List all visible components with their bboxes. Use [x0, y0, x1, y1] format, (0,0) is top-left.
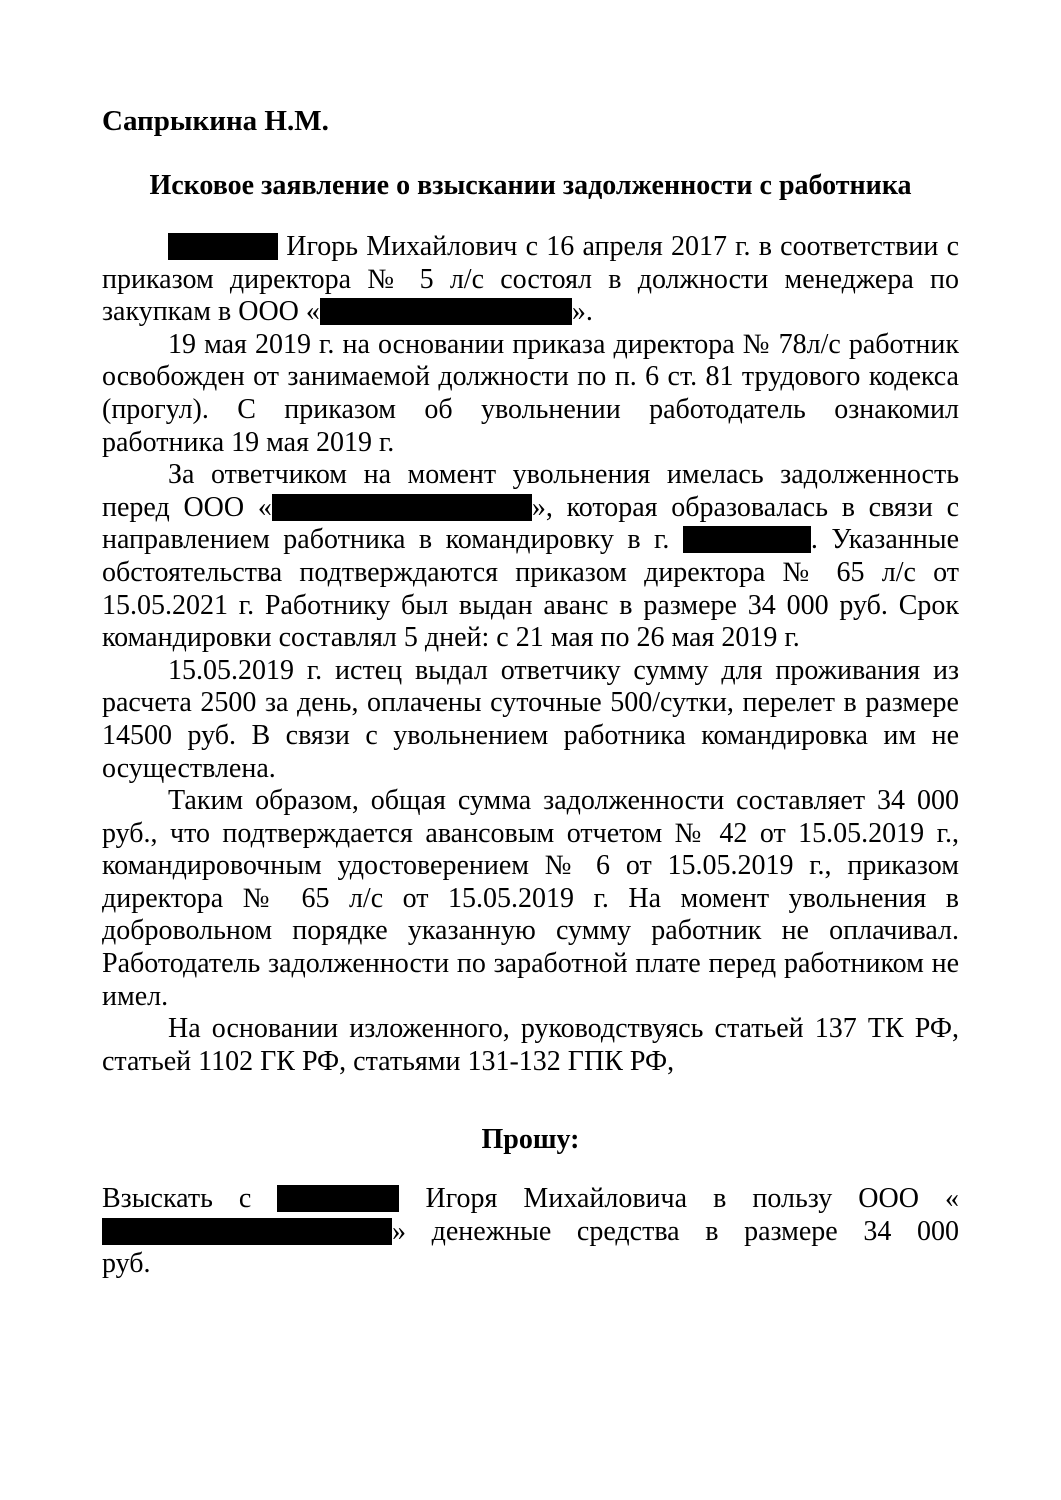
request-text-part: » денежные средства в размере 34 000 руб.: [102, 1215, 959, 1280]
request-text: [102, 1183, 959, 1281]
redaction-block: [320, 298, 572, 325]
redaction-block: [277, 1185, 399, 1212]
paragraph-text: За ответчиком на момент увольнения имелась задолженность перед ООО «: [102, 459, 959, 523]
paragraph-text: . Указанные обстоятельства подтверждаются приказом директора № 65 л/с от 15.05.2021 г. Работнику был выдан аванс в размере 34 000 руб. Срок командировки составлял 5 дней: с 21 мая по 26 мая 2019 г.: [102, 524, 960, 654]
request-section: [102, 1183, 959, 1281]
document-body: [102, 231, 959, 1078]
request-heading: Прошу:: [481, 1124, 580, 1155]
paragraph-text: Игорь Михайлович с 16 апреля 2017 г. в соответствии с приказом директора № 5 л/с состоял в должности менеджера по закупкам в ООО «: [102, 231, 959, 328]
document-title: Исковое заявление о взыскании задолженности с работника: [149, 170, 912, 201]
paragraph-total: Таким образом, общая сумма задолженности составляет 34 000 руб., что подтверждается авансовым отчетом № 42 от 15.05.2019 г., командировочным удостоверением № 6 от 15.05.2019 г., приказом директора № 65 л/с от 15.05.2019 г. На момент увольнения в добровольном порядке указанную сумму работник не оплачивал. Работодатель задолженности по заработной плате перед работником не имел.: [102, 785, 959, 1012]
redaction-block: [102, 1218, 392, 1245]
request-text-part: Взыскать с: [102, 1183, 252, 1214]
redaction-block: [683, 526, 811, 553]
paragraph-text: », которая образовалась в связи с направлением работника в командировку в г.: [102, 491, 960, 556]
paragraph-legal-basis: На основании изложенного, руководствуясь статьей 137 ТК РФ, статьей 1102 ГК РФ, статьями 131-132 ГПК РФ,: [102, 1013, 959, 1077]
author-name: Сапрыкина Н.М.: [102, 105, 329, 137]
redaction-block: [168, 233, 278, 260]
paragraph-debt: [102, 459, 959, 655]
paragraph-advance: 15.05.2019 г. истец выдал ответчику сумму для проживания из расчета 2500 за день, оплачены суточные 500/сутки, перелет в размере 14500 руб. В связи с увольнением работника командировка им не осуществлена.: [102, 654, 959, 784]
request-text-part: Игоря Михайловича в пользу ООО «: [425, 1183, 959, 1214]
redaction-block: [272, 494, 532, 521]
paragraph-employment: [102, 231, 959, 329]
paragraph-text: ».: [571, 296, 593, 328]
paragraph-dismissal: 19 мая 2019 г. на основании приказа директора № 78л/с работник освобожден от занимаемой должности по п. 6 ст. 81 трудового кодекса (прогул). С приказом об увольнении работодатель ознакомил работника 19 мая 2019 г.: [102, 328, 959, 458]
